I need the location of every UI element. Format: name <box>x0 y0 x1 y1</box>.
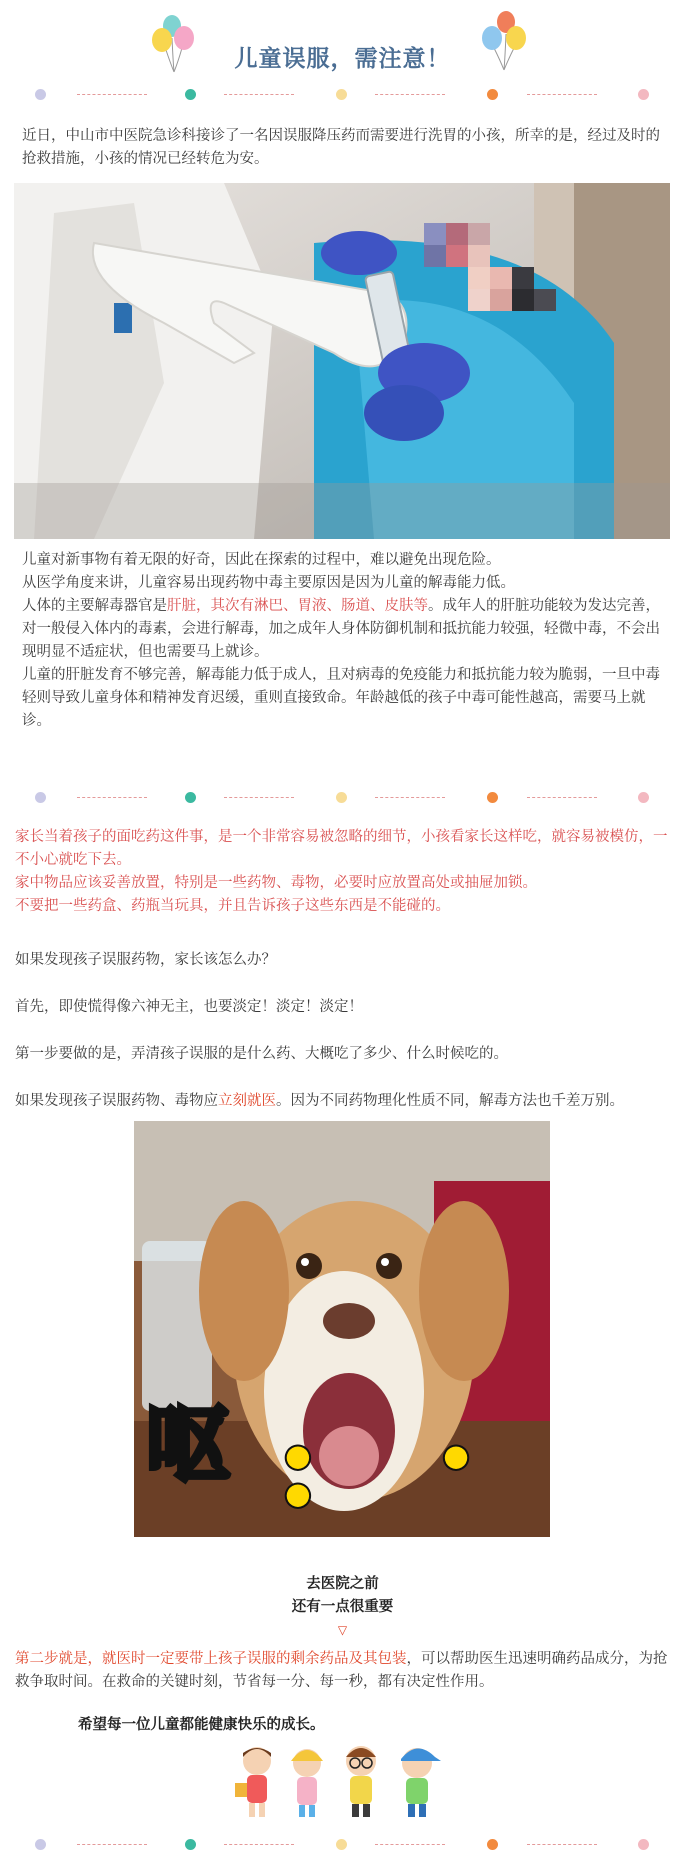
dog-meme-image <box>134 1121 550 1537</box>
text-run: 。成年人的肝脏功能较为发达完善，对一般侵入体内的毒素，会进行解毒，加之成年人身体防御机制和抵抗能力较强，轻微中毒，不会出现明显不适症状，但也需要马上就诊。 <box>22 598 660 660</box>
closing-wish: 希望每一位儿童都能健康快乐的成长。 <box>78 1717 325 1733</box>
article-header <box>0 0 685 90</box>
divider-dot <box>487 89 498 100</box>
warning-line: 家长当着孩子的面吃药这件事，是一个非常容易被忽略的细节，小孩看家长这样吃，就容易被模仿，一不小心就吃下去。 <box>15 829 668 868</box>
dotted-divider <box>0 791 685 805</box>
divider-dot <box>638 792 649 803</box>
text-run: ，可以帮助医生迅速明确药品成分，为抢救争取时间。在救命的关键时刻，节省每一分、每一秒，都有决定性作用。 <box>15 1651 668 1690</box>
advice-step1: 第一步要做的是，弄清孩子误服的是什么药、大概吃了多少、什么时候吃的。 <box>15 1046 508 1062</box>
meme-vomit-text: 呕 <box>146 1396 231 1494</box>
advice-calm: 首先，即使慌得像六神无主，也要淡定！淡定！淡定！ <box>15 999 363 1015</box>
divider-dash <box>375 1844 445 1845</box>
divider-dot <box>336 1839 347 1850</box>
divider-dash <box>77 1844 147 1845</box>
warnings-block <box>15 826 670 918</box>
divider-dot <box>487 1839 498 1850</box>
divider-dot <box>185 89 196 100</box>
highlight-seek-care: 立刻就医 <box>218 1093 276 1109</box>
divider-dot <box>185 792 196 803</box>
triangle-down-icon: ▽ <box>337 1623 348 1637</box>
paragraph-line: 儿童对新事物有着无限的好奇，因此在探索的过程中，难以避免出现危险。 <box>22 552 501 568</box>
text-run: 。因为不同药物理化性质不同，解毒方法也千差万别。 <box>276 1093 624 1109</box>
divider-dot <box>336 89 347 100</box>
divider-dot <box>185 1839 196 1850</box>
dotted-divider <box>0 88 685 102</box>
intro-paragraph: 近日，中山市中医院急诊科接诊了一名因误服降压药而需要进行洗胃的小孩，所幸的是，经过及时的抢救措施，小孩的情况已经转危为安。 <box>22 128 660 167</box>
warning-line: 家中物品应该妥善放置，特别是一些药物、毒物，必要时应放置高处或抽屉加锁。 <box>15 875 537 891</box>
divider-dot <box>35 1839 46 1850</box>
meme-dots: ● ● ● <box>284 1436 531 1512</box>
hospital-photo <box>14 183 670 539</box>
divider-dash <box>527 1844 597 1845</box>
divider-dash <box>77 94 147 95</box>
divider-dot <box>35 89 46 100</box>
divider-dash <box>527 94 597 95</box>
dotted-divider <box>0 1838 685 1852</box>
divider-dash <box>375 94 445 95</box>
children-illustration-icon <box>235 1743 449 1823</box>
divider-dash <box>527 797 597 798</box>
paragraph-line: 儿童的肝脏发育不够完善，解毒能力低于成人，且对病毒的免疫能力和抵抗能力较为脆弱，一旦中毒轻则导致儿童身体和精神发育迟缓，重则直接致命。年龄越低的孩子中毒可能性越高，需要马上就诊。 <box>22 667 660 729</box>
warning-line: 不要把一些药盒、药瓶当玩具，并且告诉孩子这些东西是不能碰的。 <box>15 898 450 914</box>
page-title: 儿童误服，需注意！ <box>234 46 451 72</box>
caption-before-hospital: 去医院之前 <box>306 1576 379 1592</box>
highlight-step2: 第二步就是，就医时一定要带上孩子误服的剩余药品及其包装 <box>15 1651 407 1667</box>
divider-dot <box>638 1839 649 1850</box>
balloons-right-icon <box>478 8 536 72</box>
text-run: 如果发现孩子误服药物、毒物应 <box>15 1093 218 1109</box>
caption-important: 还有一点很重要 <box>291 1599 394 1615</box>
step2-paragraph <box>15 1648 670 1694</box>
divider-dot <box>336 792 347 803</box>
divider-dash <box>224 94 294 95</box>
divider-dash <box>224 1844 294 1845</box>
text-run: 人体的主要解毒器官是 <box>22 598 167 614</box>
divider-dash <box>224 797 294 798</box>
paragraph-line: 从医学角度来讲，儿童容易出现药物中毒主要原因是因为儿童的解毒能力低。 <box>22 575 515 591</box>
divider-dash <box>77 797 147 798</box>
section1-paragraph <box>22 549 666 733</box>
advice-seek-care <box>15 1090 670 1113</box>
advice-question: 如果发现孩子误服药物，家长该怎么办？ <box>15 952 276 968</box>
divider-dash <box>375 797 445 798</box>
divider-dot <box>638 89 649 100</box>
highlight-organs: 肝脏，其次有淋巴、胃液、肠道、皮肤等 <box>167 598 428 614</box>
divider-dot <box>487 792 498 803</box>
paragraph-line <box>22 595 666 664</box>
divider-dot <box>35 792 46 803</box>
